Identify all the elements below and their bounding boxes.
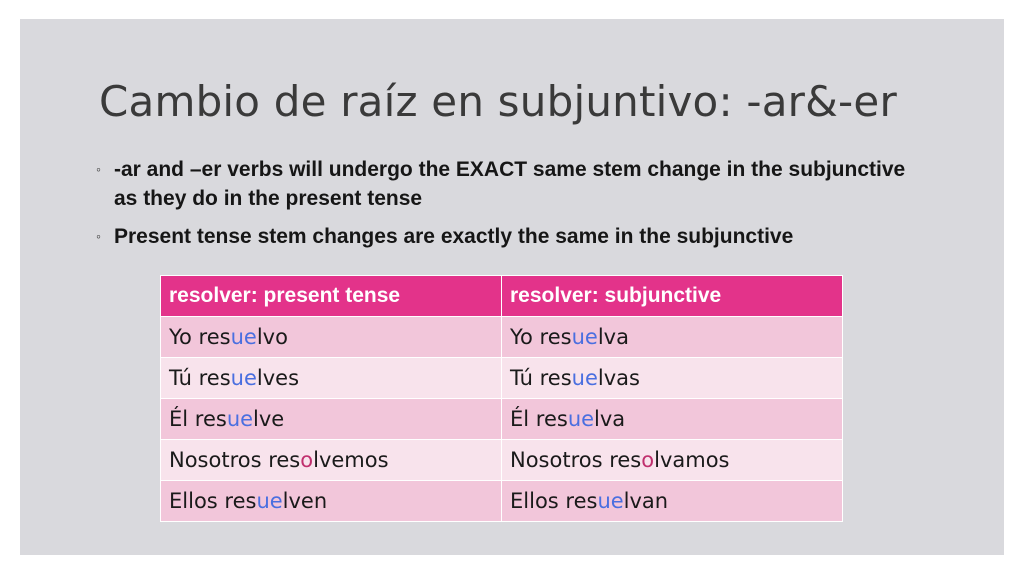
present-tense-cell [161,358,502,399]
subjunctive-cell [502,399,843,440]
bullet-text: -ar and –er verbs will undergo the EXACT same stem change in the subjunctive as they do in the present tense [114,158,906,210]
subjunctive-cell [502,358,843,399]
verb-prefix: Tú res [510,366,572,390]
verb-ending: lves [256,366,300,390]
bullet-item [94,222,914,251]
verb-ending: lvo [256,325,288,349]
stem-change: ue [571,325,598,349]
stem-change: ue [571,366,598,390]
table-body [161,317,843,522]
verb-ending: lvemos [313,448,389,472]
bullet-item [94,155,914,213]
verb-prefix: Él res [169,407,227,431]
verb-prefix: Nosotros res [510,448,642,472]
present-tense-cell [161,399,502,440]
verb-ending: lve [253,407,285,431]
subjunctive-cell [502,317,843,358]
stem-change: ue [230,325,257,349]
verb-prefix: Ellos res [510,489,598,513]
stem-change: ue [226,407,254,431]
table-row [161,481,843,522]
present-tense-cell [161,317,502,358]
subjunctive-cell [502,440,843,481]
verb-prefix: Yo res [169,325,231,349]
verb-prefix: Tú res [169,366,231,390]
verb-prefix: Ellos res [169,489,257,513]
header-present-tense: resolver: present tense [161,276,502,317]
verb-ending: lvamos [654,448,730,472]
verb-ending: lva [594,407,626,431]
stem-change: ue [256,489,283,513]
table-row [161,399,843,440]
stem-change: ue [567,407,595,431]
verb-ending: lven [282,489,328,513]
bullet-text: Present tense stem changes are exactly the same in the subjunctive [114,225,794,248]
stem-change: o [300,448,314,472]
conjugation-table [160,275,843,522]
verb-ending: lvas [597,366,640,390]
subjunctive-cell [502,481,843,522]
verb-ending: lva [597,325,629,349]
stem-change: o [641,448,655,472]
header-subjunctive: resolver: subjunctive [502,276,843,317]
verb-prefix: Él res [510,407,568,431]
table-header-row [161,276,843,317]
bullet-marker-icon: ◦ [96,161,101,177]
verb-ending: lvan [623,489,669,513]
slide-title: Cambio de raíz en subjuntivo: -ar&-er [99,77,897,126]
table-row [161,358,843,399]
present-tense-cell [161,440,502,481]
verb-prefix: Yo res [510,325,572,349]
table-row [161,317,843,358]
table-row [161,440,843,481]
verb-prefix: Nosotros res [169,448,301,472]
present-tense-cell [161,481,502,522]
stem-change: ue [597,489,624,513]
stem-change: ue [230,366,257,390]
bullet-marker-icon: ◦ [96,228,101,244]
bullet-list [94,155,914,260]
